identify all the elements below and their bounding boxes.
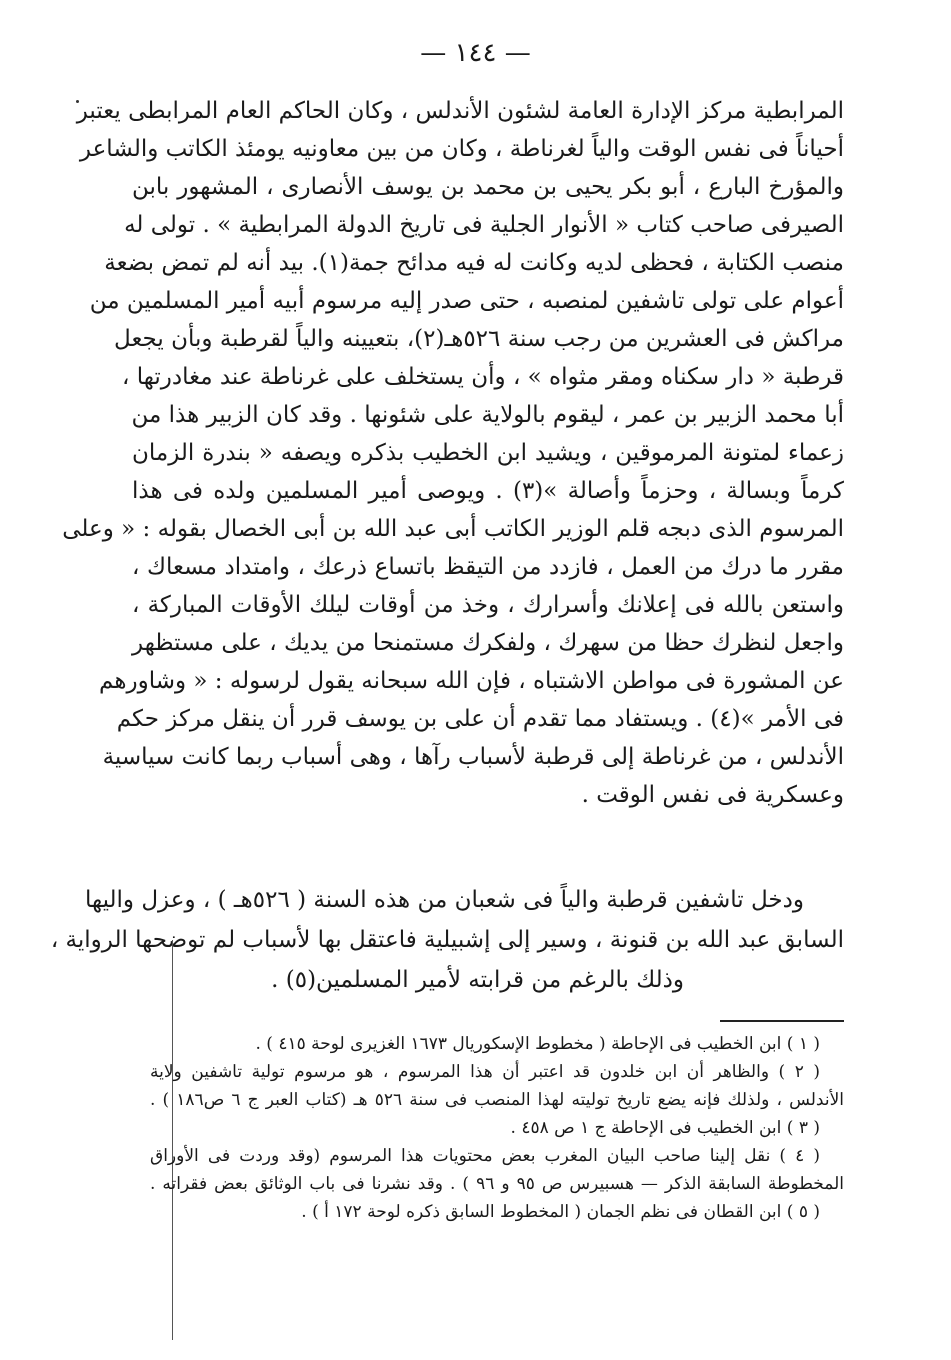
- text-line: أعوام على تولى تاشفين لمنصبه ، حتى صدر إليه مرسوم أبيه أمير المسلمين من: [89, 288, 844, 314]
- footnote-separator: [720, 1020, 844, 1022]
- text-line: واجعل لنظرك حظا من سهرك ، ولفكرك مستمنحا من يديك ، على مستظهر: [132, 630, 844, 656]
- text-line: السابق عبد الله بن قنونة ، وسير إلى إشبيلية فاعتقل بها لأسباب لم توضحها الرواية ،: [50, 927, 844, 953]
- text-line: ودخل تاشفين قرطبة والياً فى شعبان من هذه السنة ( ٥٢٦هـ ) ، وعزل واليها: [84, 887, 804, 913]
- text-line: فى الأمر »(٤) . ويستفاد مما تقدم أن على بن يوسف قرر أن ينقل مركز حكم: [116, 706, 844, 732]
- footnotes: [150, 1030, 844, 1226]
- text-line: أحياناً فى نفس الوقت والياً لغرناطة ، وكان من بين معاونيه يومئذ الكاتب والشاعر: [79, 136, 844, 162]
- text-line: الصيرفى صاحب كتاب « الأنوار الجلية فى تاريخ الدولة المرابطية » . تولى له: [124, 212, 844, 238]
- footnote-5: ( ٥ ) ابن القطان فى نظم الجمان ( المخطوط السابق ذكره لوحة ١٧٢ أ ) .: [301, 1202, 820, 1222]
- text-line: مراكش فى العشرين من رجب سنة ٥٢٦هـ(٢)، بتعيينه والياً لقرطبة وبأن يجعل: [114, 326, 844, 352]
- footnote-4-continued: المخطوطة السابقة الذكر — هسبيرس ص ٩٥ و ٩٦ ) . وقد نشرنا فى باب الوثائق بعض فقراته .: [150, 1174, 844, 1194]
- text-line: عن المشورة فى مواطن الاشتباه ، فإن الله سبحانه يقول لرسوله : « وشاورهم: [99, 668, 844, 694]
- footnote-2-continued: الأندلس ، ولذلك فإنه يضع تاريخ توليته لهذا المنصب فى سنة ٥٢٦ هـ (كتاب العبر ج ٦ ص١٨٦ ) .: [150, 1090, 844, 1110]
- text-line: واستعن بالله فى إعلانك وأسرارك ، وخذ من أوقات ليلك الأوقات المباركة ،: [132, 592, 844, 618]
- text-line: كرماً وبسالة ، وحزماً وأصالة »(٣) . ويوصى أمير المسلمين ولده فى هذا: [132, 478, 844, 504]
- footnote-2: ( ٢ ) والظاهر أن ابن خلدون قد اعتبر أن هذا المرسوم ، هو مرسوم تولية تاشفين ولاية: [150, 1062, 820, 1082]
- text-line: قرطبة « دار سكناه ومقر مثواه » ، وأن يستخلف على غرناطة عند مغادرتها ،: [122, 364, 844, 390]
- page-number: — ١٤٤ —: [420, 38, 531, 68]
- second-paragraph: [50, 880, 844, 1000]
- text-line: مقرر ما درك من العمل ، فازدد من التيقظ باتساع ذرعك ، وامتداد مسعاك ،: [132, 554, 844, 580]
- text-line: الأندلس ، من غرناطة إلى قرطبة لأسباب رآها ، وهى أسباب ربما كانت سياسية: [102, 744, 844, 770]
- text-line: وذلك بالرغم من قرابته لأمير المسلمين(٥) .: [271, 967, 684, 993]
- main-paragraph: [62, 92, 844, 814]
- footnote-4: ( ٤ ) نقل إلينا صاحب البيان المغرب بعض محتويات هذا المرسوم (وقد وردت فى الأوراق: [150, 1146, 820, 1166]
- text-line: زعماء لمتونة المرموقين ، ويشيد ابن الخطيب بذكره ويصفه « بندرة الزمان: [132, 440, 844, 466]
- text-line: منصب الكتابة ، فحظى لديه وكانت له فيه مدائح جمة(١). بيد أنه لم تمض بضعة: [104, 250, 844, 276]
- text-line: وعسكرية فى نفس الوقت .: [581, 782, 844, 808]
- footnote-3: ( ٣ ) ابن الخطيب فى الإحاطة ج ١ ص ٤٥٨ .: [510, 1118, 820, 1138]
- footnote-1: ( ١ ) ابن الخطيب فى الإحاطة ( مخطوط الإسكوريال ١٦٧٣ الغزيرى لوحة ٤١٥ ) .: [255, 1034, 820, 1054]
- text-line: والمؤرخ البارع ، أبو بكر يحيى بن محمد بن يوسف الأنصارى ، المشهور بابن: [132, 174, 844, 200]
- text-line: المرابطية مركز الإدارة العامة لشئون الأندلس ، وكان الحاكم العام المرابطى يعتبر: [76, 98, 844, 124]
- text-line: المرسوم الذى دبجه قلم الوزير الكاتب أبى عبد الله بن أبى الخصال بقوله : « وعلى: [62, 516, 844, 542]
- text-line: أبا محمد الزبير بن عمر ، ليقوم بالولاية على شئونها . وقد كان الزبير هذا من: [131, 402, 844, 428]
